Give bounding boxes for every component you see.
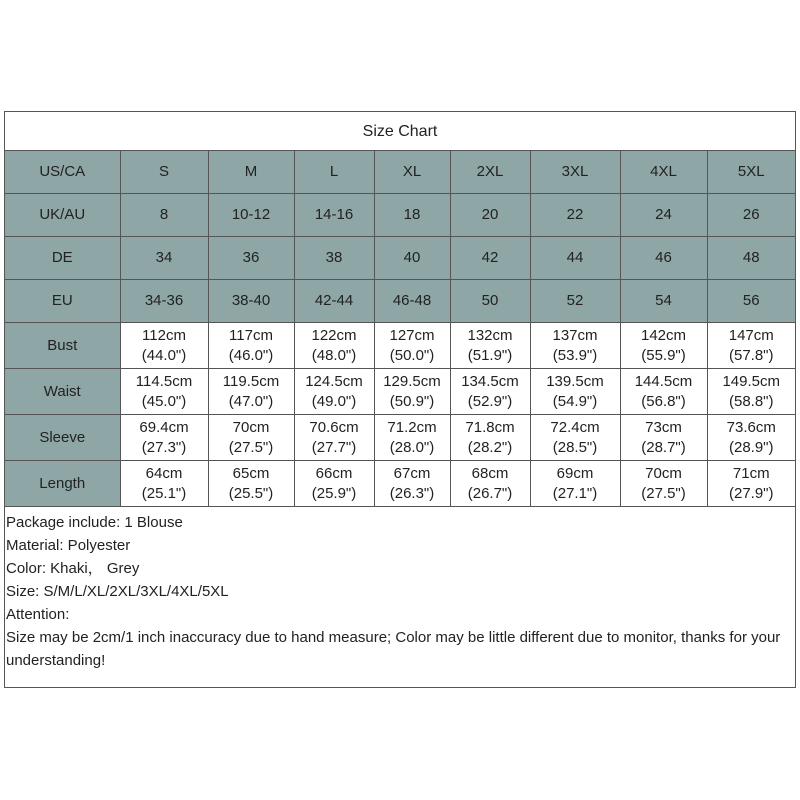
size-cell: 50 bbox=[450, 280, 530, 323]
measurement-row bbox=[5, 415, 795, 461]
cm-value: 144.5cm bbox=[634, 372, 693, 390]
measurement-cell bbox=[620, 323, 707, 369]
cm-value: 119.5cm bbox=[222, 372, 280, 390]
size-cell: 26 bbox=[707, 194, 795, 237]
size-cell: 8 bbox=[120, 194, 208, 237]
cm-value: 72.4cm bbox=[550, 418, 600, 436]
measurement-cell bbox=[374, 323, 450, 369]
size-table-body bbox=[5, 151, 795, 507]
row-label: Sleeve bbox=[5, 415, 120, 461]
inch-value: (57.8") bbox=[728, 346, 774, 364]
measurement-cell bbox=[707, 323, 795, 369]
row-label: Bust bbox=[5, 323, 120, 369]
cm-value: 149.5cm bbox=[722, 372, 781, 390]
measurement-cell bbox=[530, 369, 620, 415]
cm-value: 70.6cm bbox=[309, 418, 359, 436]
measurement-cell bbox=[294, 415, 374, 461]
size-cell: 38-40 bbox=[208, 280, 294, 323]
inch-value: (28.9") bbox=[728, 438, 774, 456]
size-chart bbox=[4, 111, 796, 688]
size-table bbox=[5, 151, 795, 507]
inch-value: (25.1") bbox=[141, 484, 187, 502]
measurement-cell bbox=[374, 461, 450, 507]
measurement-cell bbox=[120, 369, 208, 415]
size-cell: 52 bbox=[530, 280, 620, 323]
cm-value: 65cm bbox=[232, 464, 270, 482]
size-cell: 24 bbox=[620, 194, 707, 237]
size-cell: 3XL bbox=[530, 151, 620, 194]
inch-value: (51.9") bbox=[467, 346, 513, 364]
package-note: Package include: 1 Blouse bbox=[6, 514, 183, 531]
size-cell: 10-12 bbox=[208, 194, 294, 237]
measurement-cell bbox=[450, 461, 530, 507]
measurement-cell bbox=[707, 369, 795, 415]
cm-value: 67cm bbox=[393, 464, 431, 482]
size-cell: 46 bbox=[620, 237, 707, 280]
measurement-row bbox=[5, 323, 795, 369]
size-cell: 14-16 bbox=[294, 194, 374, 237]
size-cell: XL bbox=[374, 151, 450, 194]
measurement-row bbox=[5, 369, 795, 415]
inch-value: (54.9") bbox=[552, 392, 598, 410]
measurement-cell bbox=[620, 369, 707, 415]
size-cell: 5XL bbox=[707, 151, 795, 194]
cm-value: 124.5cm bbox=[305, 372, 363, 390]
measurement-cell bbox=[530, 323, 620, 369]
measurement-cell bbox=[450, 323, 530, 369]
size-cell: 20 bbox=[450, 194, 530, 237]
product-notes bbox=[5, 507, 795, 672]
row-label: UK/AU bbox=[5, 194, 120, 237]
inch-value: (27.5") bbox=[641, 484, 686, 502]
measurement-cell bbox=[374, 415, 450, 461]
size-cell: 38 bbox=[294, 237, 374, 280]
size-cell: 46-48 bbox=[374, 280, 450, 323]
color-note: Color: Khaki， Grey bbox=[6, 560, 140, 577]
cm-value: 69cm bbox=[556, 464, 594, 482]
inch-value: (45.0") bbox=[141, 392, 187, 410]
inch-value: (26.3") bbox=[389, 484, 435, 502]
inch-value: (25.9") bbox=[311, 484, 357, 502]
inch-value: (44.0") bbox=[141, 346, 187, 364]
cm-value: 71cm bbox=[732, 464, 770, 482]
size-cell: 22 bbox=[530, 194, 620, 237]
cm-value: 147cm bbox=[728, 326, 774, 344]
size-cell: M bbox=[208, 151, 294, 194]
row-label: US/CA bbox=[5, 151, 120, 194]
cm-value: 112cm bbox=[142, 326, 186, 344]
cm-value: 114.5cm bbox=[135, 372, 193, 390]
size-cell: 2XL bbox=[450, 151, 530, 194]
inch-value: (27.3") bbox=[141, 438, 187, 456]
inch-value: (26.7") bbox=[467, 484, 513, 502]
inch-value: (50.9") bbox=[389, 392, 435, 410]
size-row bbox=[5, 151, 795, 194]
cm-value: 68cm bbox=[471, 464, 509, 482]
size-cell: S bbox=[120, 151, 208, 194]
size-row bbox=[5, 280, 795, 323]
measurement-cell bbox=[450, 415, 530, 461]
size-cell: 18 bbox=[374, 194, 450, 237]
size-cell: 34 bbox=[120, 237, 208, 280]
cm-value: 71.8cm bbox=[465, 418, 515, 436]
measurement-cell bbox=[208, 461, 294, 507]
cm-value: 132cm bbox=[467, 326, 513, 344]
measurement-cell bbox=[294, 369, 374, 415]
inch-value: (56.8") bbox=[641, 392, 686, 410]
measurement-cell bbox=[530, 461, 620, 507]
measurement-cell bbox=[294, 323, 374, 369]
size-cell: 48 bbox=[707, 237, 795, 280]
size-cell: 34-36 bbox=[120, 280, 208, 323]
inch-value: (47.0") bbox=[228, 392, 274, 410]
measurement-row bbox=[5, 461, 795, 507]
measurement-cell bbox=[707, 461, 795, 507]
size-cell: 44 bbox=[530, 237, 620, 280]
disclaimer-note: Size may be 2cm/1 inch inaccuracy due to hand measure; Color may be little different due to monitor, thanks for your understanding! bbox=[6, 629, 781, 669]
cm-value: 117cm bbox=[229, 326, 273, 344]
measurement-cell bbox=[120, 461, 208, 507]
cm-value: 134.5cm bbox=[461, 372, 519, 390]
measurement-cell bbox=[208, 369, 294, 415]
inch-value: (49.0") bbox=[311, 392, 357, 410]
size-cell: 42 bbox=[450, 237, 530, 280]
cm-value: 64cm bbox=[145, 464, 183, 482]
inch-value: (25.5") bbox=[228, 484, 274, 502]
measurement-cell bbox=[208, 323, 294, 369]
size-cell: 36 bbox=[208, 237, 294, 280]
size-cell: L bbox=[294, 151, 374, 194]
row-label: Length bbox=[5, 461, 120, 507]
size-cell: 42-44 bbox=[294, 280, 374, 323]
measurement-cell bbox=[294, 461, 374, 507]
inch-value: (53.9") bbox=[552, 346, 598, 364]
size-cell: 40 bbox=[374, 237, 450, 280]
size-cell: 54 bbox=[620, 280, 707, 323]
chart-title: Size Chart bbox=[5, 112, 795, 151]
measurement-cell bbox=[374, 369, 450, 415]
measurement-cell bbox=[707, 415, 795, 461]
inch-value: (28.5") bbox=[552, 438, 598, 456]
inch-value: (46.0") bbox=[228, 346, 274, 364]
measurement-cell bbox=[620, 461, 707, 507]
size-cell: 4XL bbox=[620, 151, 707, 194]
inch-value: (28.7") bbox=[641, 438, 686, 456]
cm-value: 142cm bbox=[640, 326, 687, 344]
cm-value: 73cm bbox=[645, 418, 682, 436]
size-cell: 56 bbox=[707, 280, 795, 323]
cm-value: 70cm bbox=[232, 418, 270, 436]
inch-value: (27.7") bbox=[311, 438, 357, 456]
cm-value: 127cm bbox=[389, 326, 435, 344]
cm-value: 137cm bbox=[552, 326, 598, 344]
inch-value: (52.9") bbox=[467, 392, 513, 410]
inch-value: (28.0") bbox=[389, 438, 435, 456]
measurement-cell bbox=[120, 323, 208, 369]
measurement-cell bbox=[450, 369, 530, 415]
size-row bbox=[5, 194, 795, 237]
cm-value: 129.5cm bbox=[383, 372, 441, 390]
inch-value: (27.9") bbox=[728, 484, 774, 502]
inch-value: (27.1") bbox=[552, 484, 598, 502]
cm-value: 70cm bbox=[645, 464, 682, 482]
row-label: DE bbox=[5, 237, 120, 280]
measurement-cell bbox=[620, 415, 707, 461]
cm-value: 139.5cm bbox=[546, 372, 604, 390]
inch-value: (28.2") bbox=[467, 438, 513, 456]
inch-value: (48.0") bbox=[311, 346, 357, 364]
material-note: Material: Polyester bbox=[6, 537, 131, 554]
cm-value: 71.2cm bbox=[387, 418, 437, 436]
cm-value: 69.4cm bbox=[139, 418, 189, 436]
cm-value: 73.6cm bbox=[726, 418, 776, 436]
attention-note: Attention: bbox=[6, 606, 70, 623]
size-note: Size: S/M/L/XL/2XL/3XL/4XL/5XL bbox=[6, 583, 229, 600]
inch-value: (55.9") bbox=[641, 346, 686, 364]
cm-value: 122cm bbox=[311, 326, 357, 344]
size-row bbox=[5, 237, 795, 280]
inch-value: (27.5") bbox=[228, 438, 274, 456]
measurement-cell bbox=[208, 415, 294, 461]
inch-value: (58.8") bbox=[728, 392, 774, 410]
measurement-cell bbox=[530, 415, 620, 461]
measurement-cell bbox=[120, 415, 208, 461]
row-label: EU bbox=[5, 280, 120, 323]
cm-value: 66cm bbox=[315, 464, 353, 482]
inch-value: (50.0") bbox=[389, 346, 435, 364]
row-label: Waist bbox=[5, 369, 120, 415]
